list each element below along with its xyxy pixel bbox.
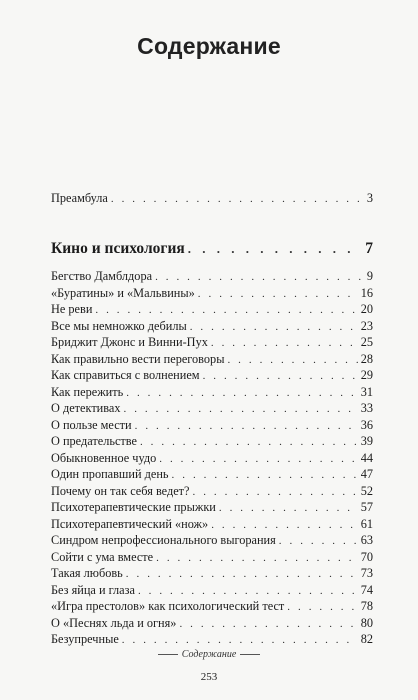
toc-entry: [51, 616, 373, 632]
dot-leader: [138, 584, 358, 599]
toc-entry: [51, 319, 373, 335]
toc-entry-page: 82: [360, 632, 373, 646]
dot-leader: [219, 501, 358, 516]
toc-entry: [51, 583, 373, 599]
dot-leader: [287, 600, 357, 615]
dot-leader: [140, 435, 358, 450]
toc-entry: [51, 418, 373, 434]
dot-leader: [190, 320, 358, 335]
dot-leader: [198, 287, 358, 302]
footer-label: Содержание: [181, 649, 237, 660]
toc-entry-title: Как правильно вести переговоры: [51, 351, 225, 366]
toc-entry: [51, 401, 373, 417]
toc-entry-page: 23: [360, 318, 373, 333]
toc-entry: [51, 368, 373, 384]
toc-entry-page: 29: [360, 368, 373, 382]
toc-entry-title: Один пропавший день: [51, 467, 169, 481]
toc-entry-page: 16: [360, 285, 373, 300]
toc-entry: [51, 500, 373, 516]
toc-entry: [51, 550, 373, 566]
dot-leader: [126, 386, 357, 401]
toc-entry-page: 61: [360, 516, 373, 531]
toc-entry-page: 63: [360, 533, 373, 547]
running-footer: [0, 649, 418, 660]
toc-section-heading: [51, 239, 373, 258]
dot-leader: [211, 518, 358, 533]
section-page: 7: [365, 240, 373, 257]
toc-entry: [51, 335, 373, 351]
toc-entry-page: 80: [360, 615, 373, 630]
toc-entry: [51, 599, 373, 615]
toc-entry-title: Как пережить: [51, 384, 124, 399]
dot-leader: [126, 567, 358, 582]
dot-leader: [279, 534, 358, 549]
toc-entry: [51, 352, 373, 368]
toc-entry-page: 3: [366, 191, 373, 205]
toc-entry-page: 52: [360, 483, 373, 498]
toc-entry-title: Психотерапевтические прыжки: [51, 500, 216, 514]
toc-entry-title: О детективах: [51, 401, 121, 415]
toc-entry-title: Без яйца и глаза: [51, 582, 135, 597]
dot-leader: [188, 239, 362, 258]
toc-entry: [51, 533, 373, 549]
toc-entry: [51, 385, 373, 401]
toc-entry-title: Сойти с ума вместе: [51, 549, 154, 564]
toc-entry: [51, 269, 373, 285]
dot-leader: [155, 270, 364, 285]
toc-entry-title: Все мы немножко дебилы: [51, 318, 187, 333]
toc-entry: [51, 302, 373, 318]
dot-leader: [227, 353, 357, 368]
toc-entry-page: 20: [360, 302, 373, 316]
toc-entry-title: Обыкновенное чудо: [51, 450, 157, 465]
dot-leader: [122, 633, 358, 648]
toc-entry-page: 28: [360, 351, 373, 366]
toc-entry-page: 33: [360, 401, 373, 415]
dot-leader: [156, 551, 358, 566]
toc-entry-title: Преамбула: [51, 191, 108, 205]
toc-entry: [51, 286, 373, 302]
toc-entry-title: Синдром непрофессионального выгорания: [51, 533, 276, 547]
dot-leader: [172, 468, 358, 483]
toc-entry-title: Такая любовь: [51, 566, 123, 580]
toc-entry-title: Почему он так себя ведет?: [51, 483, 190, 498]
toc-entry-title: «Буратины» и «Мальвины»: [51, 285, 195, 300]
toc-entry: [51, 467, 373, 483]
toc-entry-title: Безупречные: [51, 632, 119, 646]
dot-leader: [193, 485, 358, 500]
toc-entry: [51, 451, 373, 467]
toc-entry-page: 73: [360, 566, 373, 580]
dot-leader: [111, 192, 364, 207]
toc-entry-title: О пользе мести: [51, 417, 132, 432]
dot-leader: [179, 617, 357, 632]
dot-leader: [211, 336, 358, 351]
toc-entry-page: 47: [360, 467, 373, 481]
dot-leader: [203, 369, 358, 384]
toc-entry-title: Бриджит Джонс и Винни-Пух: [51, 335, 208, 349]
toc-entry: [51, 517, 373, 533]
toc-entry-page: 31: [360, 384, 373, 399]
toc-entry: [51, 434, 373, 450]
toc-entry-title: Бегство Дамблдора: [51, 269, 153, 283]
toc-entry-page: 57: [360, 500, 373, 514]
toc-entry-page: 44: [360, 450, 373, 465]
toc-entry-preamble: [51, 191, 373, 207]
dot-leader: [159, 452, 357, 467]
toc-entry-page: 78: [360, 599, 373, 613]
toc-entry-title: «Игра престолов» как психологический тест: [51, 599, 285, 613]
footer-rule-left: [158, 654, 178, 655]
toc-entry: [51, 566, 373, 582]
section-title: Кино и психология: [51, 240, 185, 257]
toc-entry-page: 70: [360, 549, 373, 564]
toc-entry: [51, 632, 373, 648]
toc-entry-page: 39: [360, 434, 373, 448]
page-title: Содержание: [137, 33, 281, 59]
dot-leader: [124, 402, 358, 417]
dot-leader: [135, 419, 358, 434]
dot-leader: [95, 303, 357, 318]
page-number: 253: [200, 671, 218, 683]
toc-entry-page: 74: [360, 582, 373, 597]
toc-entry-title: Психотерапевтический «нож»: [51, 516, 209, 531]
toc-entry-title: О «Песнях льда и огня»: [51, 615, 177, 630]
toc-entry-title: О предательстве: [51, 434, 137, 448]
footer-rule-right: [240, 654, 260, 655]
toc-entry-page: 9: [366, 269, 373, 283]
toc-entry-page: 36: [360, 417, 373, 432]
toc-entry-page: 25: [360, 335, 373, 349]
toc-entry-title: Как справиться с волнением: [51, 368, 200, 382]
toc-entry-title: Не реви: [51, 302, 93, 316]
toc-entry: [51, 484, 373, 500]
